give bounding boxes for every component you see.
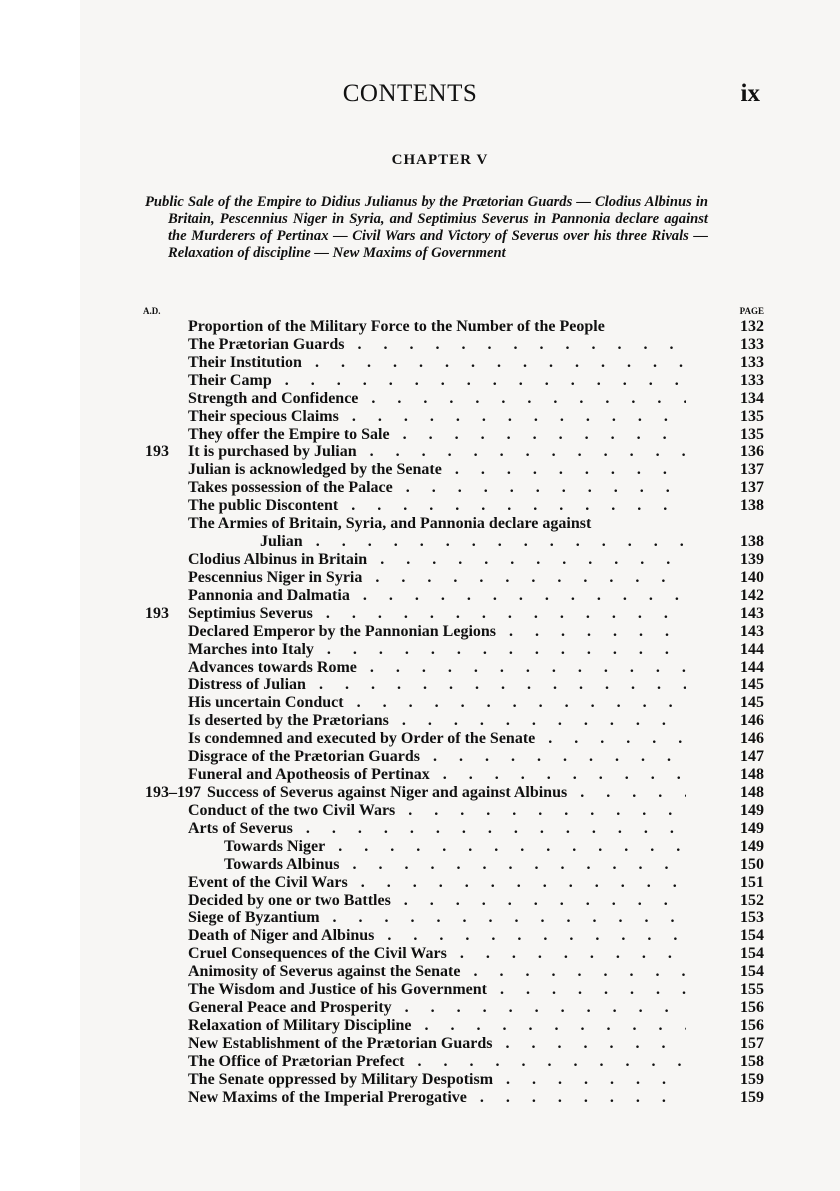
entry-title: Disgrace of the Prætorian Guards . . .	[188, 748, 686, 766]
entry-title: New Maxims of the Imperial Prerogative . . .	[188, 1089, 686, 1107]
entry-title: Arts of Severus . . .	[188, 820, 686, 838]
entry-page: 138	[740, 497, 764, 515]
entry-title: Decided by one or two Battles . . .	[188, 892, 686, 910]
contents-entry	[0, 318, 840, 336]
contents-entry	[0, 390, 840, 408]
entry-page: 143	[740, 622, 764, 640]
entry-title: Advances towards Rome . . .	[188, 659, 686, 677]
entry-page: 159	[740, 1088, 764, 1106]
contents-entry	[0, 730, 840, 748]
entry-page: 147	[740, 748, 764, 766]
entry-title: Towards Niger . . .	[224, 838, 686, 856]
entry-page: 136	[740, 443, 764, 461]
contents-entry	[0, 1071, 840, 1089]
contents-entry	[0, 1089, 840, 1107]
contents-entry	[0, 533, 840, 551]
contents-list	[0, 318, 840, 1107]
entry-page: 133	[740, 335, 764, 353]
page-title: CONTENTS	[342, 80, 478, 107]
contents-entry	[0, 820, 840, 838]
entry-page: 151	[740, 873, 764, 891]
entry-title: Animosity of Severus against the Senate . . .	[188, 963, 686, 981]
entry-page: 152	[740, 891, 764, 909]
contents-entry	[0, 515, 840, 533]
entry-page: 153	[740, 909, 764, 927]
contents-entry	[0, 587, 840, 605]
entry-title: His uncertain Conduct . . .	[188, 694, 686, 712]
entry-title: Is condemned and executed by Order of the Senate . . .	[188, 730, 686, 748]
contents-entry	[0, 981, 840, 999]
entry-page: 138	[740, 533, 764, 551]
entry-title: Pescennius Niger in Syria . . .	[188, 569, 686, 587]
entry-title: New Establishment of the Prætorian Guards . . .	[188, 1035, 686, 1053]
entry-page: 155	[740, 981, 764, 999]
entry-page: 140	[740, 568, 764, 586]
entry-title: The Prætorian Guards . . .	[188, 336, 686, 354]
contents-entry	[0, 945, 840, 963]
entry-page: 156	[740, 1016, 764, 1034]
entry-page: 135	[740, 425, 764, 443]
contents-entry	[0, 461, 840, 479]
entry-title: Conduct of the two Civil Wars . . .	[188, 802, 686, 820]
contents-entry	[0, 694, 840, 712]
entry-page: 144	[740, 640, 764, 658]
entry-title: Relaxation of Military Discipline . . .	[188, 1017, 686, 1035]
entry-page: 133	[740, 371, 764, 389]
contents-entry	[0, 659, 840, 677]
entry-title: The Office of Prætorian Prefect . . .	[188, 1053, 686, 1071]
entry-page: 158	[740, 1052, 764, 1070]
entry-year: 193–197	[145, 783, 201, 801]
contents-entry	[0, 856, 840, 874]
entry-title: Success of Severus against Niger and against Albinus . . .	[207, 784, 686, 802]
contents-entry	[0, 927, 840, 945]
entry-title: Distress of Julian . . .	[188, 676, 686, 694]
contents-entry	[0, 676, 840, 694]
entry-page: 154	[740, 945, 764, 963]
entry-page: 146	[740, 712, 764, 730]
contents-entry	[0, 1035, 840, 1053]
contents-entry	[0, 766, 840, 784]
entry-title: Marches into Italy . . .	[188, 641, 686, 659]
entry-page: 149	[740, 837, 764, 855]
contents-entry	[0, 426, 840, 444]
entry-page: 150	[740, 855, 764, 873]
chapter-heading: CHAPTER V	[391, 152, 489, 168]
contents-entry	[0, 909, 840, 927]
entry-title: Event of the Civil Wars . . .	[188, 874, 686, 892]
entry-page: 154	[740, 963, 764, 981]
entry-title: Julian . . .	[260, 533, 686, 551]
contents-entry	[0, 1017, 840, 1035]
entry-title: Their Institution . . .	[188, 354, 686, 372]
entry-page: 145	[740, 676, 764, 694]
entry-title: Cruel Consequences of the Civil Wars . . .	[188, 945, 686, 963]
entry-page: 132	[740, 318, 764, 335]
entry-page: 134	[740, 389, 764, 407]
page-number: ix	[740, 80, 760, 107]
entry-title: Towards Albinus . . .	[224, 856, 686, 874]
entry-year: 193	[145, 443, 169, 461]
entry-title: Strength and Confidence . . .	[188, 390, 686, 408]
contents-entry	[0, 748, 840, 766]
contents-entry	[0, 569, 840, 587]
entry-title: The Wisdom and Justice of his Government . . .	[188, 981, 686, 999]
contents-entry	[0, 838, 840, 856]
entry-title: Pannonia and Dalmatia . . .	[188, 587, 686, 605]
contents-entry	[0, 479, 840, 497]
year-column-header: A.D.	[143, 306, 161, 316]
contents-entry	[0, 408, 840, 426]
entry-title: Funeral and Apotheosis of Pertinax . . .	[188, 766, 686, 784]
entry-title: Takes possession of the Palace . . .	[188, 479, 686, 497]
contents-entry	[0, 551, 840, 569]
entry-title: Death of Niger and Albinus . . .	[188, 927, 686, 945]
entry-page: 137	[740, 479, 764, 497]
contents-entry	[0, 802, 840, 820]
contents-entry	[0, 874, 840, 892]
contents-entry	[0, 354, 840, 372]
contents-entry	[0, 336, 840, 354]
contents-entry	[0, 641, 840, 659]
entry-title: Clodius Albinus in Britain . . .	[188, 551, 686, 569]
entry-title: Declared Emperor by the Pannonian Legions . . .	[188, 623, 686, 641]
entry-title: The public Discontent . . .	[188, 497, 686, 515]
entry-page: 156	[740, 999, 764, 1017]
entry-title: General Peace and Prosperity . . .	[188, 999, 686, 1017]
entry-title: Their specious Claims . . .	[188, 408, 686, 426]
entry-title: It is purchased by Julian . . .	[188, 443, 686, 461]
contents-entry	[0, 963, 840, 981]
contents-entry	[0, 605, 840, 623]
contents-entry	[0, 784, 840, 802]
entry-page: 133	[740, 353, 764, 371]
entry-page: 143	[740, 604, 764, 622]
contents-entry	[0, 999, 840, 1017]
contents-entry	[0, 443, 840, 461]
entry-title: Julian is acknowledged by the Senate . . .	[188, 461, 686, 479]
page-column-header: PAGE	[739, 306, 764, 316]
contents-entry	[0, 372, 840, 390]
entry-page: 135	[740, 407, 764, 425]
contents-entry	[0, 623, 840, 641]
entry-page: 139	[740, 550, 764, 568]
entry-page: 159	[740, 1070, 764, 1088]
entry-page: 154	[740, 927, 764, 945]
running-head	[0, 80, 840, 114]
entry-page: 149	[740, 819, 764, 837]
contents-entry	[0, 497, 840, 515]
entry-title: The Armies of Britain, Syria, and Pannonia declare against	[188, 515, 592, 533]
entry-year: 193	[145, 604, 169, 622]
entry-page: 142	[740, 586, 764, 604]
entry-page: 146	[740, 730, 764, 748]
entry-title: Siege of Byzantium . . .	[188, 909, 686, 927]
entry-title: Is deserted by the Prætorians . . .	[188, 712, 686, 730]
entry-page: 148	[740, 783, 764, 801]
entry-title: Their Camp . . .	[188, 372, 686, 390]
entry-page: 137	[740, 461, 764, 479]
entry-title: The Senate oppressed by Military Despotism . . .	[188, 1071, 686, 1089]
entry-title: Proportion of the Military Force to the Number of the People	[188, 318, 605, 335]
entry-title: They offer the Empire to Sale . . .	[188, 426, 686, 444]
chapter-synopsis: Public Sale of the Empire to Didius Julianus by the Prætorian Guards — Clodius Albinus in Britain, Pescennius Niger in Syria, and Septimius Severus in Pannonia declare against the Murderers of Pertinax — Civil Wars and Victory of Severus over his three Rivals — Relaxation of discipline — New Maxims of Government	[145, 194, 708, 261]
entry-page: 145	[740, 694, 764, 712]
contents-entry	[0, 1053, 840, 1071]
entry-page: 148	[740, 766, 764, 784]
entry-page: 144	[740, 658, 764, 676]
entry-page: 149	[740, 801, 764, 819]
entry-page: 157	[740, 1034, 764, 1052]
contents-entry	[0, 892, 840, 910]
entry-title: Septimius Severus . . .	[188, 605, 686, 623]
contents-entry	[0, 712, 840, 730]
